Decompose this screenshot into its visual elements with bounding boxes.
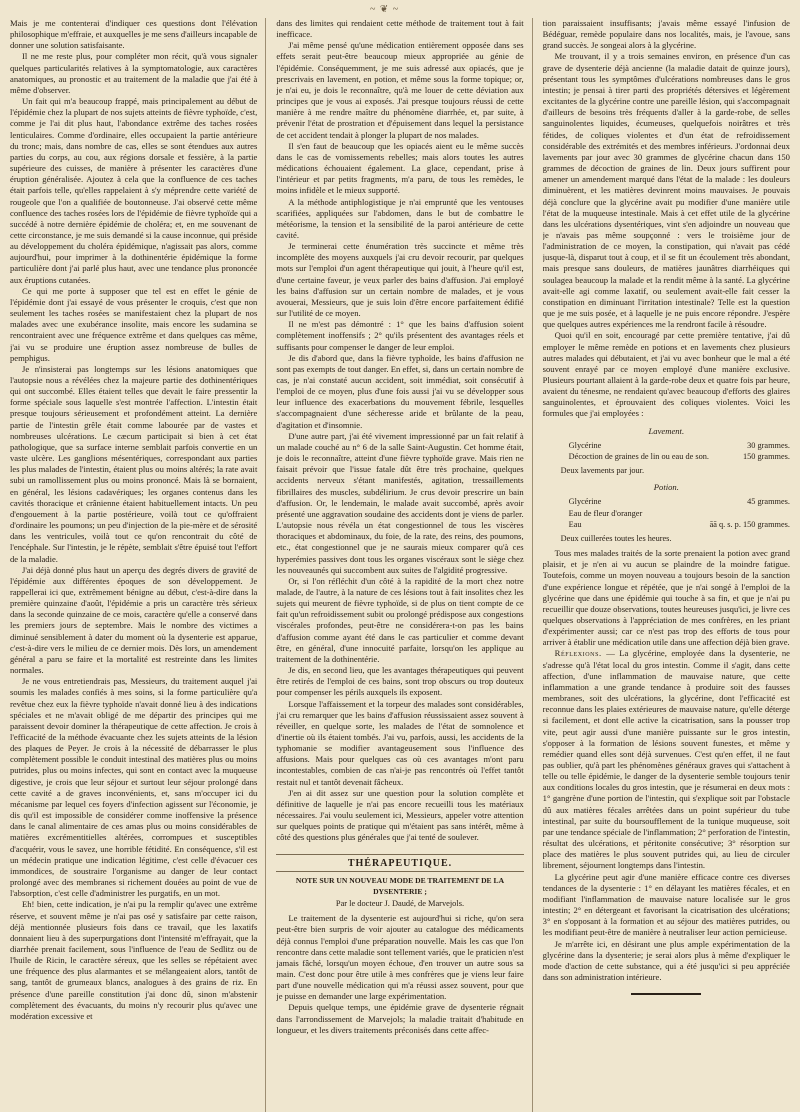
text-columns [10,18,790,1112]
paragraph: dans des limites qui rendaient cette méthode de traitement tout à fait inefficace. [276,18,524,40]
paragraph: A la méthode antiphlogistique je n'ai emprunté que les ventouses scarifiées, appliquées sur l'abdomen, dans le but de combattre le météorisme, la tension et la sensibilité de la paroi antérieure de cette cavité. [276,196,524,240]
ingredient-name: Glycérine [568,440,602,450]
paragraph: Je dis d'abord que, dans la fièvre typhoïde, les bains d'affusion ne sont pas exempts de tout danger. En effet, si, dans un certain nombre de cas, je n'ai constaté aucun accident, soit immédiat, soit consécutif à l'emploi de ce moyen, plus d'une fois aussi j'ai vu se développer sous leur influence des exacerbations du mouvement fébrile, lesquelles s'accompagnaient d'une sécheresse aride et brûlante de la peau, d'agitation et d'insomnie. [276,352,524,430]
paragraph: Je ne vous entretiendrais pas, Messieurs, du traitement auquel j'ai soumis les malades confiés à mes soins, si la forme particulière qu'a revêtue chez eux la fièvre typhoïde n'avait donné lieu à des indications spéciales et ne m'avait obligé de me départir des principes qui me paraissent devoir dominer la thérapeutique de cette affection. Je crois à l'efficacité de la méthode évacuante chez les sujets atteints de la lésion des plaques de Peyer. Je crois à la nécessité de débarrasser le plus complètement possible le conduit intestinal des matières plus ou moins putrides, plus ou moins infectes, qui sont en contact avec la muqueuse digestive, je crois que leur séjour et surtout leur séjour prolongé dans cette cavité a de graves inconvénients, et, sans m'occuper ici du mécanisme par lequel ces foyers d'infection agissent sur l'économie, je dis qu'il est impossible de considérer comme inoffensive la présence dans le canal alimentaire de ces amas plus ou moins considérables de matières excrémentitielles altérées, corrompues et susceptibles d'acquérir, vous le savez, une horrible fétidité. En conséquence, s'il est un médecin pratique une indication légitime, c'est celle d'évacuer ces immondices, de soustraire l'organisme au danger de leur contact prolongé avec des membranes si richement douées au point de vue de l'absorption, c'est celle d'administrer les purgatifs, en un mot. [10,676,258,899]
end-rule [631,993,701,995]
paragraph: Me trouvant, il y a trois semaines environ, en présence d'un cas grave de dysenterie déjà ancienne (la maladie datait de quinze jours), présentant tous les symptômes d'ulcérations nombreuses dans le gros intestin; je pensai à tirer parti des propriétés détersives et légèrement excitantes de la glycérine contre une pareille lésion, qui s'accompagnait d'ailleurs de besoins très fréquents d'aller à la garde-robe, de selles sanguinolentes liquides, écumeuses, quelquefois noirâtres et très fétides, de coliques violentes et d'un état de refroidissement considérable des extrémités et des membres inférieurs. J'ordonnai deux lavements par jour avec 30 grammes de glycérine chacun dans 150 grammes de décoction de graines de lin. Deux jours suffirent pour amener un amendement marqué dans l'état de la malade : les douleurs diminuèrent, et les matières devinrent moins mauvaises. Je pouvais déjà conclure que la glycérine avait pu modifier d'une manière utile l'état de la muqueuse intestinale. Mais à cet effet utile de la glycérine dans les ulcérations dysentériques, vint s'en adjoindre un nouveau que je n'avais pas même soupçonné : vers le troisième jour de l'administration de ce moyen, la constipation, qui n'avait pas cédé jusque-là, disparut tout à coup, et il se fit un écoulement très abondant, mais presque sans douleurs, de matières jaunâtres diarrhéiques qui soulagea beaucoup la malade et la rendit même à la santé. La glycérine avait-elle agi comme laxatif, ou seulement avait-elle fait cesser la constipation en diminuant l'irritation intestinale? Telle est la question que je me suis posée, et à laquelle je ne puis encore répondre. J'espère que quelques autres expériences me la rendront facile à résoudre. [542,51,790,330]
column-2 [276,18,532,1112]
ingredient-quantity: 45 grammes. [747,497,790,507]
prescription-note: Deux cuillerées toutes les heures. [560,533,672,543]
paragraph: Eh! bien, cette indication, je n'ai pu la remplir qu'avec une extrême réserve, et souvent même je n'ai pas osé y satisfaire par cette raison, déjà mentionnée plusieurs fois dans ce travail, que les laxatifs donnaient lieu à des superpurgations dont l'intensité m'effrayait, que la diarrhée prenait facilement, sous l'influence de l'eau de Sedlitz ou de l'huile de Ricin, le caractère séreux, que les selles se répétaient avec une fréquence des plus alarmantes et se mélangeaient alors, tantôt de sang, tantôt de grumeaux blancs, analogues à des grains de riz. En présence d'une pareille constitution j'ai donc dû, sinon m'abstenir complètement des évacuants, du moins n'y recourir plus qu'avec une modération excessive et [10,899,258,1021]
ingredient-name: Eau de fleur d'oranger [568,508,643,518]
article-title: NOTE SUR UN NOUVEAU MODE DE TRAITEMENT DE LA DYSENTERIE ; [295,875,505,896]
paragraph: Je dis, en second lieu, que les avantages thérapeutiques qui peuvent être retirés de l'emploi de ces bains, sont trop obscurs ou trop douteux pour compenser les périls auxquels ils exposent. [276,665,524,698]
prescription-line [543,508,790,519]
prescription-line [543,451,790,462]
paragraph: Or, si l'on réfléchit d'un côté à la rapidité de la mort chez notre malade, de l'autre, à la nature de ces lésions tout à fait insolites chez les sujets qui meurent de fièvre typhoïde, si de plus on tient compte de ce fait qu'un refroidissement subit ou prolongé prédispose aux congestions viscérales profondes, peut-être ne considérera-t-on pas les bains d'affusion comme ayant été dans le cas particulier et comme devant être, en général, d'une innocuité parfaite, lorsqu'on les applique au traitement de la dothinentérie. [276,575,524,664]
paragraph: La glycérine peut agir d'une manière efficace contre ces diverses tendances de la dysenterie : 1° en délayant les matières fécales, et en modifiant l'inflammation de mauvaise nature localisée sur le gros intestin; 2° en détergeant et favorisant la cicatrisation des ulcérations; 3° en s'opposant à la formation et au séjour des matières putrides, ou les modifiant peut-être de manière à neutraliser leur action pernicieuse. [542,871,790,938]
top-ornament: ~ ❦ ~ [370,4,400,15]
prescription-title-lavement: Lavement. [648,425,685,436]
ingredient-quantity: 150 grammes. [742,451,790,461]
paragraph: Il ne m'est pas démontré : 1° que les bains d'affusion soient complètement inoffensifs ; 2° qu'ils présentent des avantages réels et suffisants pour compenser le danger de leur emploi. [276,319,524,352]
paragraph: Je terminerai cette énumération très succincte et même très incomplète des moyens auxquels j'ai cru devoir recourir, par quelques mots sur l'emploi d'un agent thérapeutique qui jouit, à l'heure qu'il est, d'une certaine faveur, je veux parler des bains d'affusion. J'ai employé les bains d'affusion sur un certain nombre de malades, et je vous avouerai, Messieurs, que je suis loin d'être encore parfaitement édifié sur l'utilité de ce moyen. [276,241,524,319]
prescription-note: Deux lavements par jour. [560,466,645,476]
paragraph: Un fait qui m'a beaucoup frappé, mais principalement au début de l'épidémie chez la plupart de nos sujets atteints de fièvre typhoïde, c'est, comme je l'ai dit plus haut, l'abondance extrême des taches rosées lenticulaires. Comme d'ordinaire, elles occupaient la partie antérieure du tronc; mais, dans nombre de cas, elles se sont étendues aux autres parties du corps, au cou, aux régions dorsale et fessière, à la partie supérieure des cuisses, de manière à présenter les caractères d'une éruption généralisée. Ajoutez à cela que la confluence de ces taches était parfois telle, qu'elles rappelaient à s'y méprendre cette variété de rougeole que l'on a qualifiée de boutonneuse. J'ai observé cette même confluence des taches rosées lors de l'épidémie de fièvre typhoïde qui a succédé à notre dernière épidémie de choléra; et, en me souvenant de cette circonstance, je me suis demandé si la cause inconnue, qui préside au développement du choléra épidémique, n'agissait pas alors, comme aujourd'hui, pour imprimer à la dothinentérie épidémique la forme particulière dont j'ai parlé plus haut, avec une tendance plus prononcée aux éruptions cutanées. [10,96,258,285]
prescription-line [543,496,790,507]
paragraph: Le traitement de la dysenterie est aujourd'hui si riche, qu'on sera peut-être bien surpris de voir ajouter au catalogue des médicaments déjà connus l'emploi d'une préparation nouvelle. Mais les cas que l'on rencontre dans cette maladie sont tellement variés, que le praticien n'est jamais fâché, lorsqu'un moyen échoue, d'en trouver un autre sous sa main. C'est donc pour être utile à mes confrères que je viens leur faire part d'une nouvelle médication qui m'a réussi assez souvent, pour que je puisse en demander une large expérimentation. [276,913,524,1002]
prescription-line [543,440,790,451]
paragraph [543,648,790,871]
ingredient-name: Glycérine [568,497,602,507]
paragraph: Je n'insisterai pas longtemps sur les lésions anatomiques que l'autopsie nous a révélées chez la majeure partie des dothinentériques qui ont succombé. Elles étaient telles que devait le faire pressentir la forme spéciale sous laquelle s'est montrée l'affection. L'intestin était presque toujours sérieusement et profondément atteint. La dernière partie de l'intestin grêle était comme labourée par de vastes et nombreuses ulcérations. Le cæcum participait si bien à cet état pathologique, que sa surface interne semblait parfois convertie en un vaste ulcère. Les ganglions mésentériques, correspondant aux parties les plus malades de l'intestin, étaient plus ou moins altérés; la rate avait subi un ramollissement plus ou moins prononcé. Mais là se bornaient, en général, les lésions cadavériques; les organes contenus dans les cavités thoracique et crânienne étaient habituellement intacts. Un peu d'engouement à la partie postérieure, voilà tout ce qu'offraient d'ordinaire les poumons; un peu d'injection de la pie-mère et de sérosité dans les ventricules, voilà tout ce qu'on rencontrait du côté de l'encéphale. Sur l'intestin, je le répète, semblait s'être épuisé tout l'effort de la maladie. [10,363,258,564]
article-byline: Par le docteur J. Daudé, de Marvejols. [335,899,465,909]
paragraph: tion paraissaient insuffisants; j'avais même essayé l'infusion de Bédéguar, remède populaire dans nos localités, mais, je l'avoue, sans grand succès. Je songeai alors à la glycérine. [542,18,790,51]
section-title: THÉRAPEUTIQUE. [276,854,523,872]
paragraph: Il ne me reste plus, pour compléter mon récit, qu'à vous signaler quelques particularités relatives à la symptomatologie, aux caractères anatomiques, au pronostic et au traitement de la maladie que j'ai été à même d'observer. [10,51,258,95]
paragraph: Quoi qu'il en soit, encouragé par cette première tentative, j'ai dû employer le même remède en potions et en lavements chez plusieurs autres malades qui débutaient, et j'ai vu avec bonheur que le mal a été souvent enrayé par ce moyen employé d'une manière exclusive. Plusieurs pourtant allaient à la garde-robe deux et quatre fois par heure, avaient du ténesme, ne rendaient qu'avec beaucoup d'efforts des glaires sanguinolentes, et éprouvaient des coliques violentes. Voici les formules que j'ai employées : [542,330,790,419]
ingredient-name: Décoction de graines de lin ou eau de son. [568,451,709,461]
paragraph-text: — La glycérine, employée dans la dysenterie, ne s'adresse qu'à l'état local du gros intestin. Comme il s'agit, dans cette affection, d'une inflammation de mauvaise nature, que cette inflammation a une grande tendance à produire soit des fausses membranes, soit des ulcérations, la glycérine, dont l'efficacité est reconnue dans les plaies extérieures de mauvaise nature, qu'elle déterge si facilement, et dont elle active la cicatrisation, sans la pousser trop vite, peut agir aussi d'une manière puissante sur le gros intestin, s'opposer à la formation de lésions souvent funestes, et même y remédier quand elles sont déjà survenues. C'est qu'en effet, il ne faut pas oublier, qu'à part les phénomènes généraux graves qui s'attachent à telle ou telle épidémie, le danger de la dysenterie semble toujours tenir aux conditions locales du gros intestin, que je résumerai en deux mots : 1° gangrène d'une portion de l'intestin, qui s'explique soit par l'obstacle dû aux matières fécales arrêtées dans un point supérieur du tube intestinal, par suite du boursoufflement de la tunique muqueuse, soit par une tendance spéciale de l'inflammation; 2° perforation de l'intestin, résultat des ulcérations, et péritonite consécutive; 3° résorption sur place des matières le plus souvent putrides qui, au lieu de circuler librement, séjournent longtemps dans l'intestin. [542,648,790,871]
paragraph: Depuis quelque temps, une épidémie grave de dysenterie régnait dans l'arrondissement de Marvejols; la maladie traitait d'habitude en longueur, et les divers traitements préconisés dans cette affec- [276,1002,524,1035]
paragraph: Je m'arrête ici, en désirant une plus ample expérimentation de la glycérine dans la dysenterie; je serai alors plus à même d'expliquer le mode d'action de cette substance, qui a été jusqu'ici si peu appréciée dans son administration intérieure. [542,938,790,982]
paragraph: Ce qui me porte à supposer que tel est en effet le génie de l'épidémie dont j'ai essayé de vous présenter le croquis, c'est que non seulement les taches rosées se manifestaient chez la plupart de nos malades avec une exubérance insolite, mais encore les sudamina se rencontraient avec une fréquence extrême et dans quelques cas même, j'ai vu se produire une éruption assez nombreuse de bulles de pemphigus. [10,285,258,363]
paragraph: Mais je me contenterai d'indiquer ces questions dont l'élévation philosophique m'effraie, et auxquelles je me sens d'ailleurs incapable de donner une solution satisfaisante. [10,18,258,51]
ingredient-quantity: āā q. s. p. 150 grammes. [709,519,790,529]
paragraph: Tous mes malades traités de la sorte prenaient la potion avec grand plaisir, et je n'en ai vu aucun se plaindre de la moindre fatigue. Toutefois, comme un moyen nouveau a toujours besoin de la sanction d'une expérience longue et répétée, que je n'ai songé à l'emploi de la glycérine que dans une épidémie qui touche à sa fin, et que je n'ai pu recueillir que douze observations, toutes heureuses jusqu'ici, je livre ces quelques observations à l'appréciation de mes confrères, en les priant d'expérimenter aussi; car ce n'est pas trop des efforts de tous pour arriver à établir une médication utile dans une affection déjà bien grave. [542,548,790,648]
paragraph: J'ai déjà donné plus haut un aperçu des degrés divers de gravité de l'épidémie aux différentes époques de son développement. Je rappellerai ici que, extrêmement bénigne au début, c'est-à-dire dans la première quinzaine d'août, l'épidémie a pris un caractère très sérieux dans la seconde quinzaine de ce mois, caractère qu'elle a conservé dans les premiers jours de septembre. Mais le nombre des victimes a diminué sensiblement à dater du moment où la dysenterie est apparue, c'est-à-dire vers le milieu de ce dernier mois. Dès lors, un amendement général a paru se faire et la mortalité est restreinte dans les limites normales. [10,564,258,676]
prescription-title-potion: Potion. [653,482,679,493]
paragraph: D'une autre part, j'ai été vivement impressionné par un fait relatif à un malade couché au n° 6 de la salle Saint-Augustin. Cet homme était, je dois le reconnaître, atteint d'une fièvre typhoïde grave. Mais rien ne faisait prévoir que l'issue fatale dût être très prochaine, quelques accidents nerveux s'étant manifestés, agitation, tressaillements fibrillaires des muscles, subdélirium. Je crus devoir prescrire un bain d'affusion. Or, le lendemain, le malade avait succombé, après avoir présenté une aggravation soudaine des accidents dont je viens de parler. L'autopsie nous révéla un état congestionnel de tous les viscères thoraciques et abdominaux, du foie, de la rate, des reins, des poumons, etc., état congestionnel que je ne saurais mieux comparer qu'à ces hyperémies passives dont tous les organes viscéraux sont le siège chez les nouveaunés qui succombent aux suites de l'algidité progressive. [276,430,524,575]
paragraph: Il s'en faut de beaucoup que les opiacés aient eu le même succès dans le cas de vomissements rebelles; mais alors toutes les autres médications échouaient également. La glace, cependant, prise à l'intérieur et par petits fragments, m'a paru, de tous les remèdes, le moins infidèle et le mieux supporté. [276,140,524,196]
paragraph: J'en ai dit assez sur une question pour la solution complète et définitive de laquelle je n'ai pas encore recueilli tous les matériaux nécessaires. J'ai voulu seulement ici, Messieurs, appeler votre attention sur quelques points de pratique qui m'étaient pas sans intérêt, même à côté des questions plus générales que j'ai tenté de soulever. [276,787,524,843]
prescription-line [543,519,790,530]
column-1 [10,18,266,1112]
column-3 [543,18,790,1112]
ingredient-name: Eau [568,519,582,529]
ingredient-quantity: 30 grammes. [747,440,790,450]
reflexions-label: Réflexions. [554,648,602,659]
paragraph: Lorsque l'affaissement et la torpeur des malades sont considérables, j'ai cru remarquer que les bains d'affusion réussissaient assez souvent à réveiller, en quelque sorte, les malades de l'état de somnolence et d'inertie où ils étaient tombés. J'ai vu, parfois, aussi, les accidents de la typhomanie se modifier avantageusement sous l'influence des affusions. Mais pour quelques cas où ces avantages m'ont paru incontestables, combien de cas n'ai-je pas rencontrés où l'effet tantôt restait nul et tantôt devenait fâcheux. [276,698,524,787]
paragraph: J'ai même pensé qu'une médication entièrement opposée dans ses effets serait peut-être beaucoup mieux appropriée au génie de l'épidémie. Conséquemment, je me suis adressé aux opiacés, que je prescrivais en lavement, en potion, et même sous la forme topique; or, je n'ai eu, je dois le reconnaître, qu'à me louer de cette déviation aux principes que je vous ai exposés. J'ai presque toujours réussi de cette manière à me rendre maître du phénomène diarrhée, et, par suite, à prévenir l'état de prostration et d'épuisement dans lequel la persistance de cet accident tendait à plonger la plupart de nos malades. [276,40,524,140]
